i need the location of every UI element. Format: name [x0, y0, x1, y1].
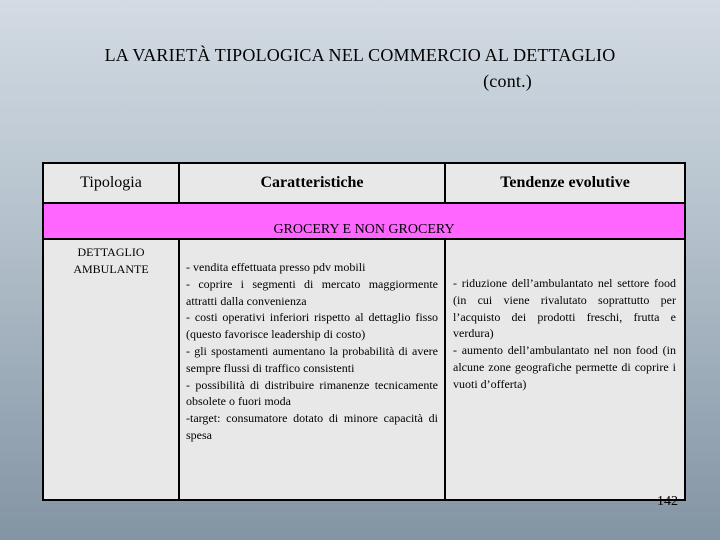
cell-tipologia — [43, 239, 179, 500]
header-tipologia: Tipologia — [43, 163, 179, 203]
title-line-2: (cont.) — [483, 71, 532, 91]
table-row — [43, 239, 685, 500]
table-header-row — [43, 163, 685, 203]
tipologia-line: AMBULANTE — [73, 261, 149, 276]
header-caratteristiche: Caratteristiche — [179, 163, 445, 203]
page-number: 142 — [657, 494, 678, 509]
tendenza-item: - aumento dell’ambulantato nel non food (in alcune zone geografiche permette di coprire i vuoti d’offerta) — [453, 343, 676, 391]
typology-table — [42, 162, 686, 501]
caratteristica-item: - gli spostamenti aumentano la probabilità di avere sempre flussi di traffico consistenti — [186, 343, 438, 375]
caratteristica-item: -target: consumatore dotato di minore capacità di spesa — [186, 411, 438, 442]
tendenza-item: - riduzione dell’ambulantato nel settore food (in cui viene rivalutato soprattutto per l’acquisto dei prodotti freschi, frutta e verdura) — [453, 276, 676, 341]
tipologia-line: DETTAGLIO — [77, 245, 145, 259]
section-row — [43, 203, 685, 239]
title-line-1: LA VARIETÀ TIPOLOGICA NEL COMMERCIO AL DETTAGLIO — [104, 45, 616, 65]
slide-title — [40, 42, 680, 94]
cell-tendenze — [445, 239, 685, 500]
header-tendenze: Tendenze evolutive — [445, 163, 685, 203]
caratteristica-item: - coprire i segmenti di mercato maggiormente attratti dalla convenienza — [186, 276, 438, 308]
caratteristica-item: - vendita effettuata presso pdv mobili — [186, 260, 366, 274]
cell-caratteristiche — [179, 239, 445, 500]
section-label: GROCERY E NON GROCERY — [43, 203, 685, 239]
caratteristica-item: - possibilità di distribuire rimanenze tecnicamente obsolete o fuori moda — [186, 377, 438, 409]
caratteristica-item: - costi operativi inferiori rispetto al dettaglio fisso (questo favorisce leadership di costo) — [186, 310, 438, 342]
